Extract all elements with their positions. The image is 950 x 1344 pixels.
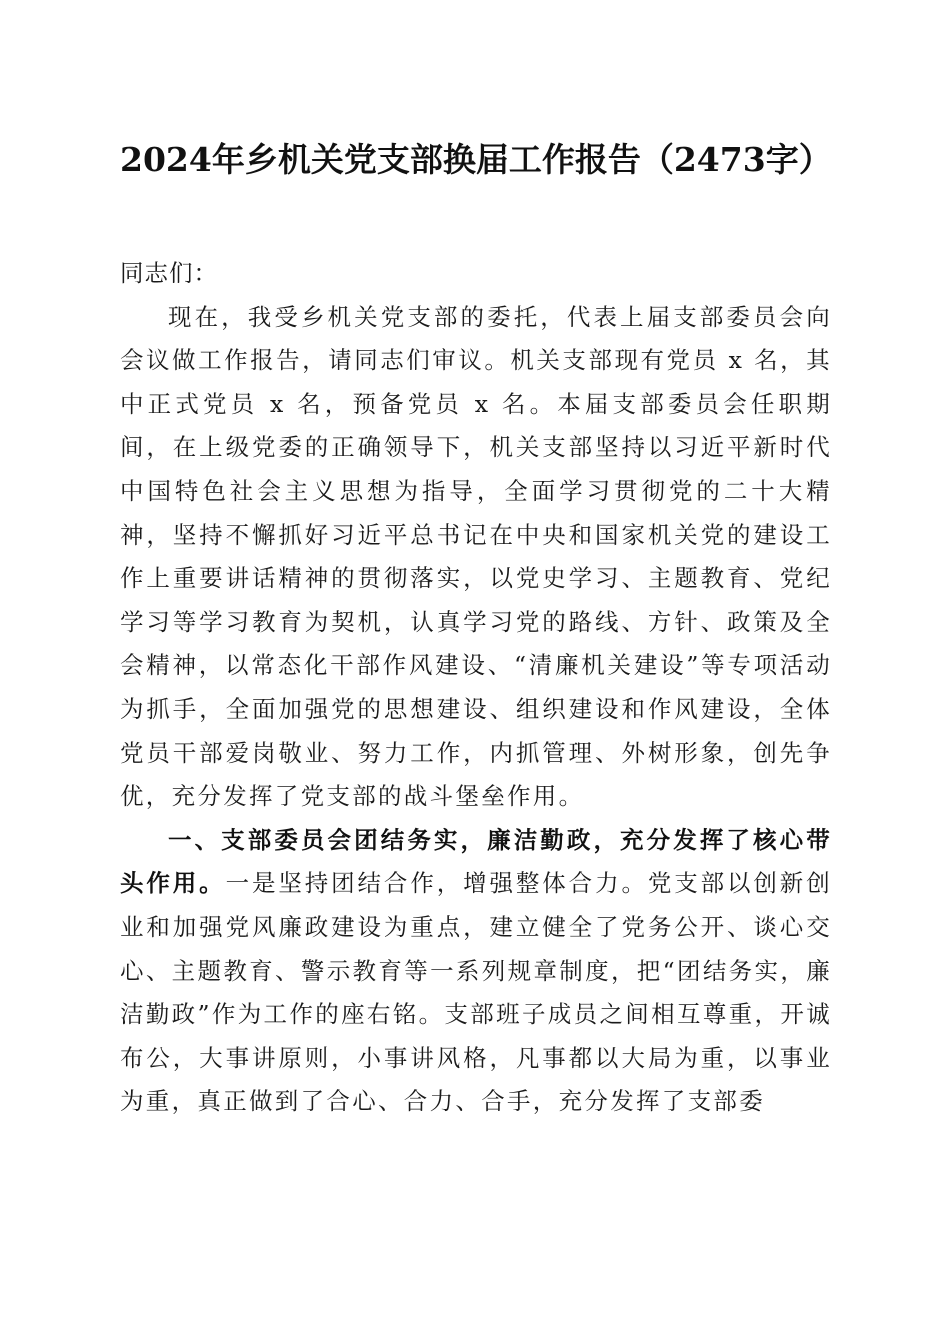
section-1-text: 一是坚持团结合作，增强整体合力。党支部以创新创业和加强党风廉政建设为重点，建立健全了党务公开、谈心交心、主题教育、警示教育等一系列规章制度，把“团结务实，廉洁勤政”作为工作的座右铭。支部班子成员之间相互尊重，开诚布公，大事讲原则，小事讲风格，凡事都以大局为重，以事业为重，真正做到了合心、合力、合手，充分发挥了支部委	[120, 869, 832, 1116]
section-1-heading: 一、支部委员会团结务实，廉洁勤政，充分发挥了核心带头作用。	[120, 825, 832, 898]
paragraph-section-1	[120, 819, 832, 1124]
greeting: 同志们：	[120, 259, 218, 287]
document-body	[120, 252, 832, 1124]
paragraph-intro: 现在，我受乡机关党支部的委托，代表上届支部委员会向会议做工作报告，请同志们审议。机关支部现有党员 x 名，其中正式党员 x 名，预备党员 x 名。本届支部委员会任职期间，在上级党委的正确领导下，机关支部坚持以习近平新时代中国特色社会主义思想为指导，全面学习贯彻党的二十大精神，坚持不懈抓好习近平总书记在中央和国家机关党的建设工作上重要讲话精神的贯彻落实，以党史学习、主题教育、党纪学习等学习教育为契机，认真学习党的路线、方针、政策及全会精神，以常态化干部作风建设、“清廉机关建设”等专项活动为抓手，全面加强党的思想建设、组织建设和作风建设，全体党员干部爱岗敬业、努力工作，内抓管理、外树形象，创先争优，充分发挥了党支部的战斗堡垒作用。	[120, 302, 832, 811]
document-title: 2024年乡机关党支部换届工作报告（2473字）	[120, 140, 832, 179]
